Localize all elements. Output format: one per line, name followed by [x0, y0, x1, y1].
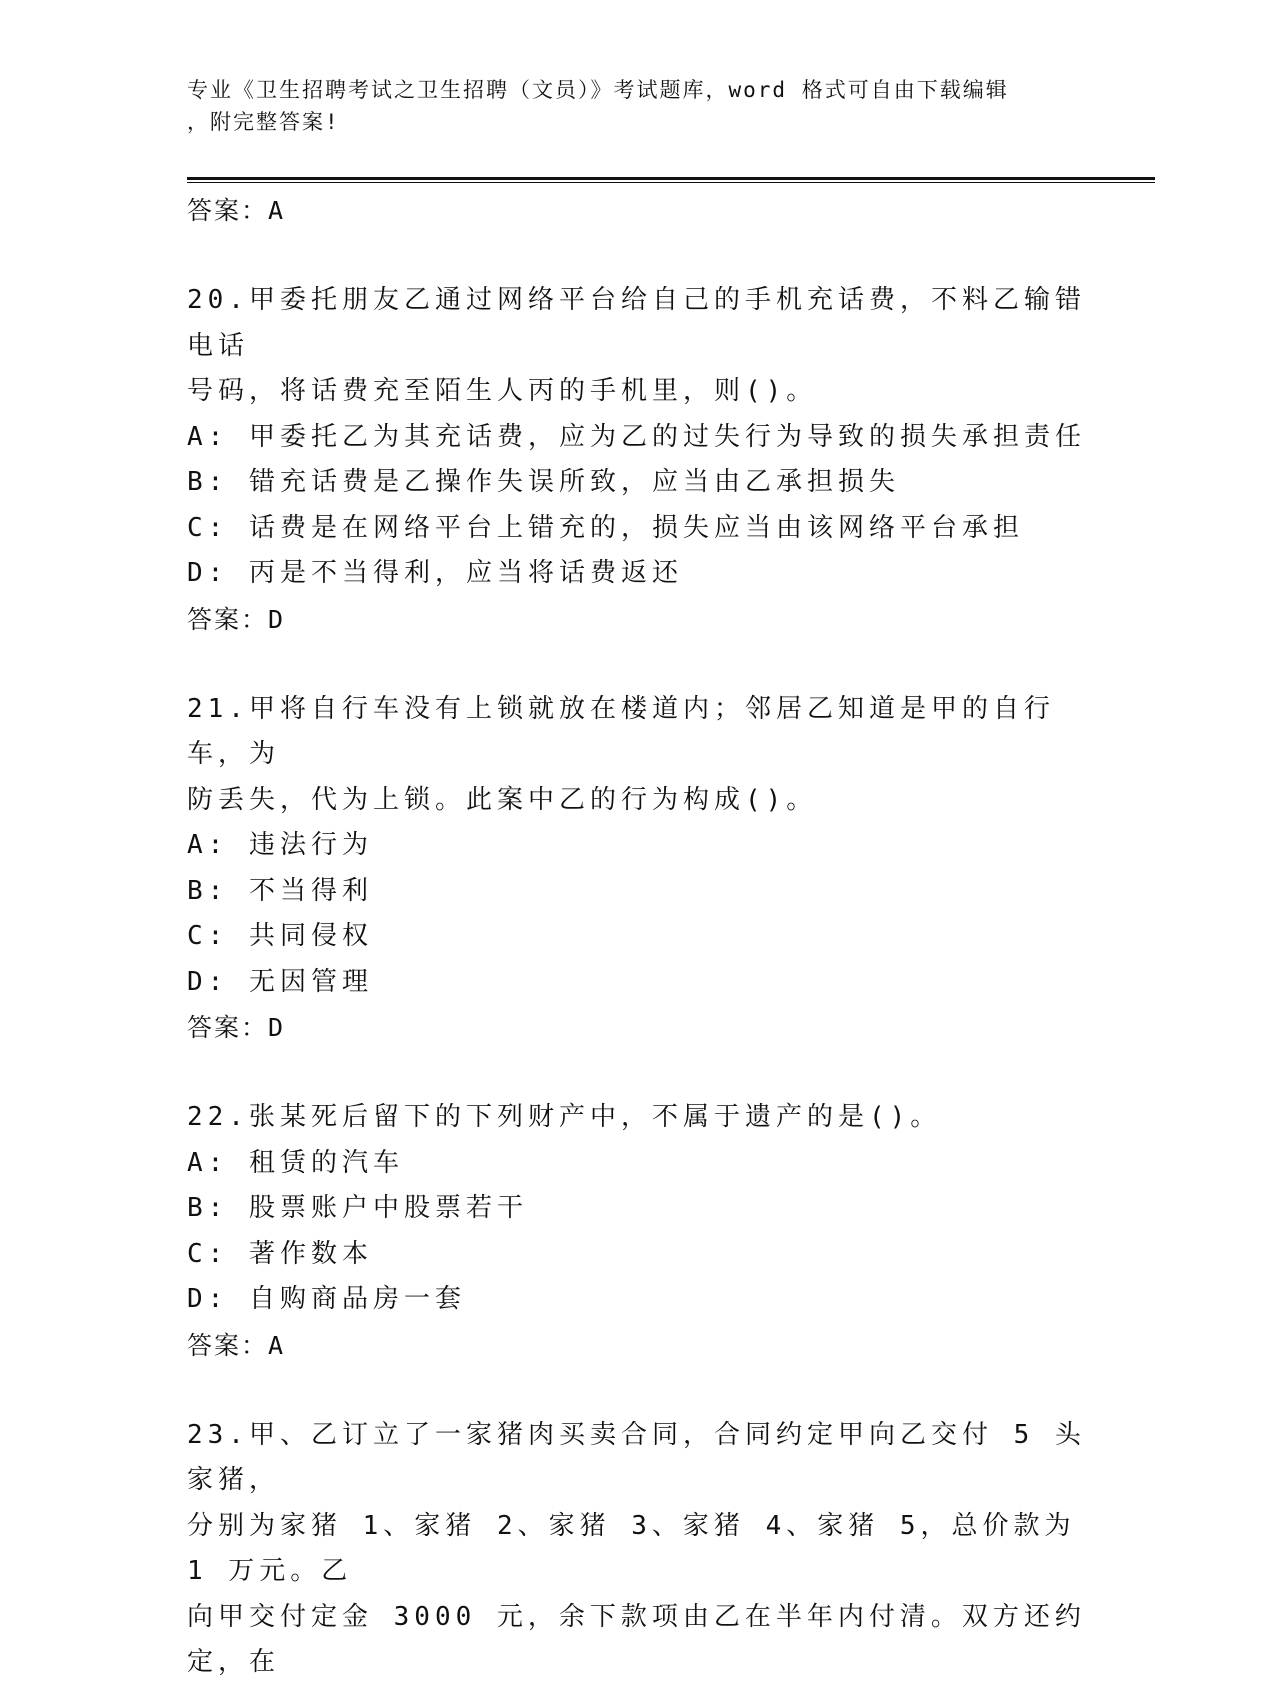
question-22-option-d: D: 自购商品房一套 [187, 1284, 466, 1314]
question-22 [187, 1095, 1087, 1369]
question-23-line-1: 23.甲、乙订立了一家猪肉买卖合同，合同约定甲向乙交付 5 头家猪， [187, 1419, 1086, 1495]
question-21-option-d: D: 无因管理 [187, 966, 373, 997]
previous-answer: 答案：A [187, 196, 286, 225]
question-20-option-b: B: 错充话费是乙操作失误所致，应当由乙承担损失 [187, 467, 900, 497]
question-21-option-c: C: 共同侵权 [187, 921, 373, 951]
question-20-line-2: 号码，将话费充至陌生人丙的手机里，则()。 [187, 376, 818, 406]
question-22-option-b: B: 股票账户中股票若干 [187, 1193, 528, 1223]
question-20-line-1: 20.甲委托朋友乙通过网络平台给自己的手机充话费，不料乙输错电话 [187, 285, 1086, 361]
question-22-line-1: 22.张某死后留下的下列财产中，不属于遗产的是()。 [187, 1102, 942, 1132]
question-23-line-2: 分别为家猪 1、家猪 2、家猪 3、家猪 4、家猪 5，总价款为 1 万元。乙 [187, 1510, 1076, 1586]
question-21-line-1: 21.甲将自行车没有上锁就放在楼道内；邻居乙知道是甲的自行车，为 [187, 693, 1055, 769]
question-20-option-d: D: 丙是不当得利，应当将话费返还 [187, 558, 683, 588]
question-20 [187, 278, 1087, 643]
header-divider-thick [187, 177, 1155, 180]
header-line-2: ，附完整答案! [187, 110, 340, 134]
question-20-option-a: A: 甲委托乙为其充话费，应为乙的过失行为导致的损失承担责任 [187, 421, 1086, 452]
header-line-1: 专业《卫生招聘考试之卫生招聘（文员）》考试题库，word 格式可自由下载编辑 [187, 78, 1009, 102]
question-20-option-c: C: 话费是在网络平台上错充的，损失应当由该网络平台承担 [187, 512, 1024, 543]
question-22-option-c: C: 著作数本 [187, 1238, 373, 1269]
question-21-option-a: A: 违法行为 [187, 830, 373, 860]
question-20-answer: 答案：D [187, 604, 286, 634]
question-21 [187, 687, 1087, 1052]
header-divider-thin [187, 182, 1155, 183]
question-21-answer: 答案：D [187, 1013, 286, 1042]
question-22-option-a: A: 租赁的汽车 [187, 1147, 404, 1178]
question-22-answer: 答案：A [187, 1330, 286, 1360]
question-23-line-3: 向甲交付定金 3000 元，余下款项由乙在半年内付清。双方还约定，在 [187, 1601, 1086, 1677]
document-body [187, 188, 1087, 1686]
question-23 [187, 1413, 1087, 1686]
question-21-option-b: B: 不当得利 [187, 875, 373, 906]
question-21-line-2: 防丢失，代为上锁。此案中乙的行为构成()。 [187, 784, 818, 815]
document-header [187, 74, 1067, 138]
